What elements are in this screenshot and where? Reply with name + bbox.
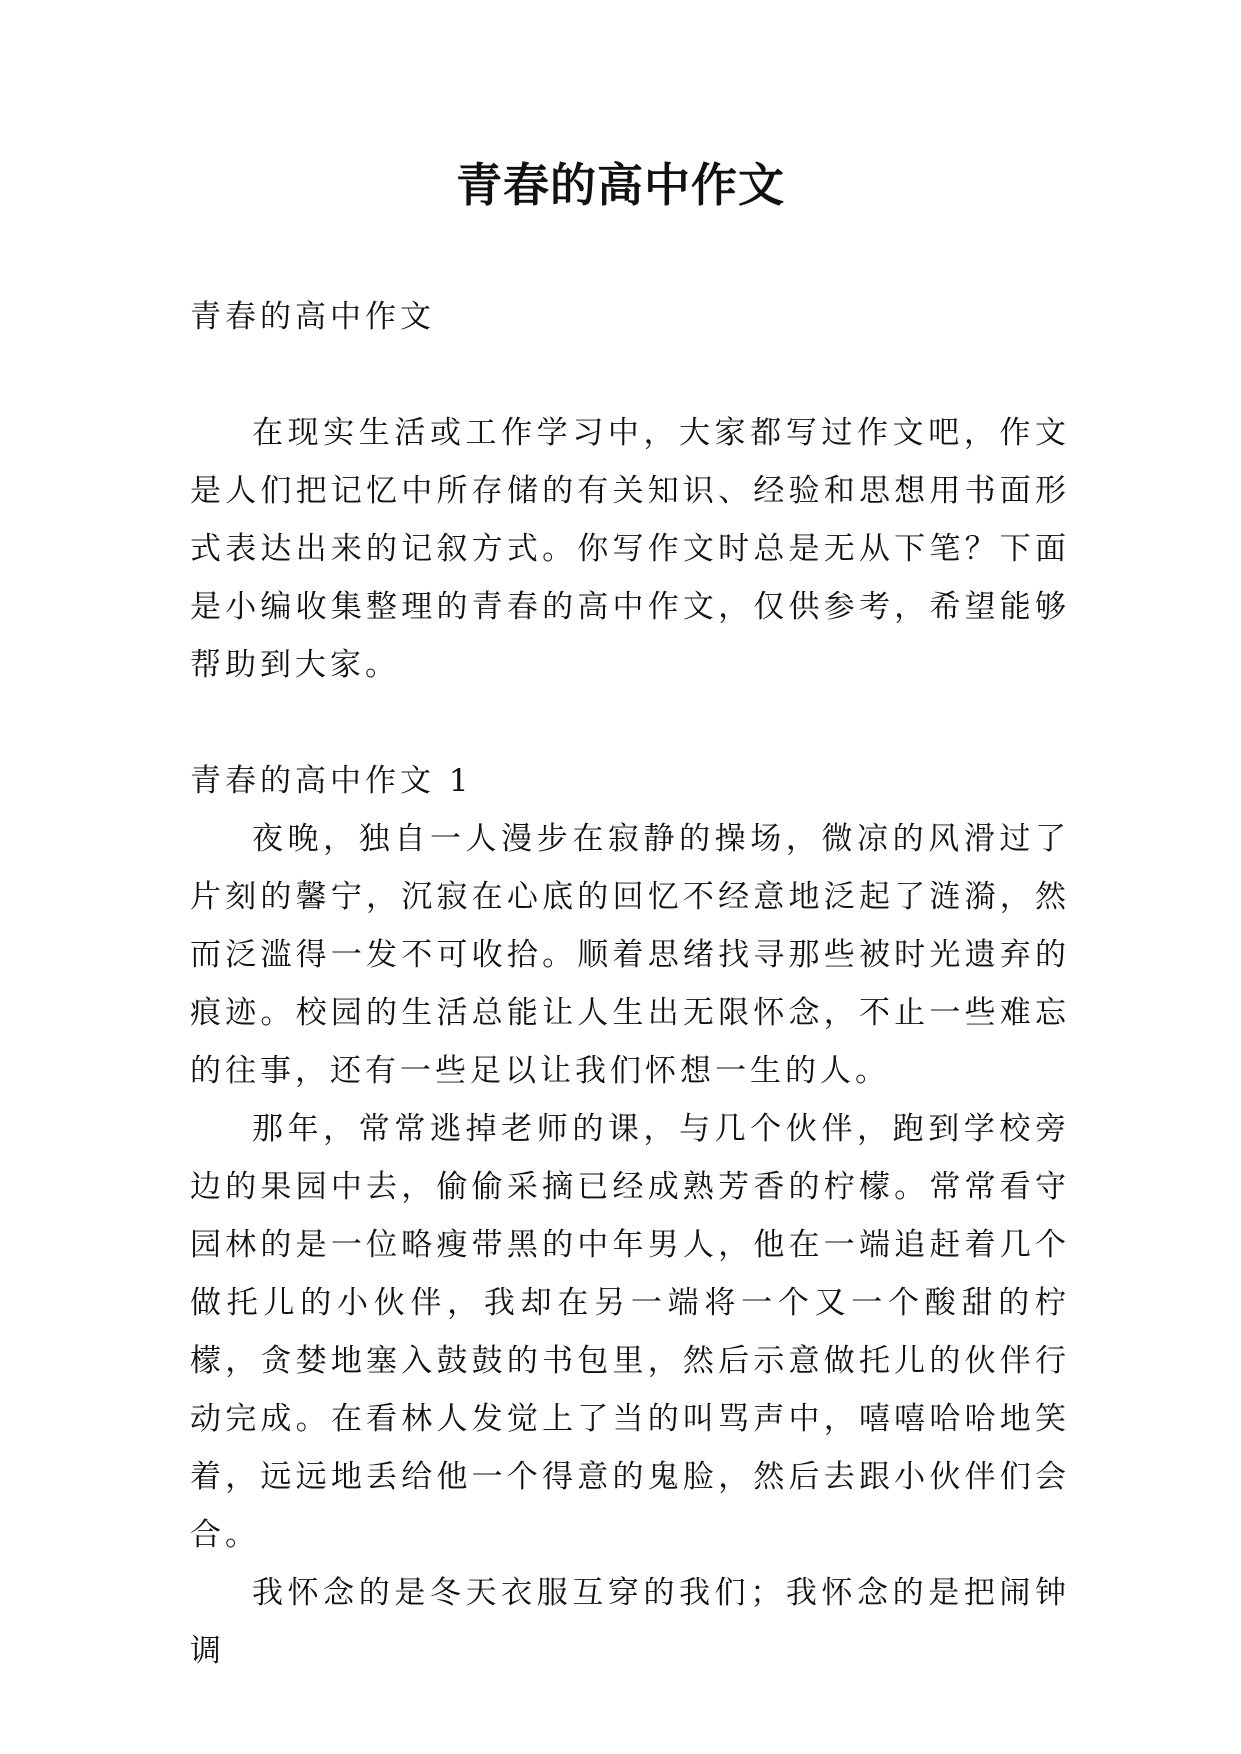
- body-paragraph: 那年，常常逃掉老师的课，与几个伙伴，跑到学校旁边的果园中去，偷偷采摘已经成熟芳香的柠檬。常常看守园林的是一位略瘦带黑的中年男人，他在一端追赶着几个做托儿的小伙伴，我却在另一端将一个又一个酸甜的柠檬，贪婪地塞入鼓鼓的书包里，然后示意做托儿的伙伴行动完成。在看林人发觉上了当的叫骂声中，嘻嘻哈哈地笑着，远远地丢给他一个得意的鬼脸，然后去跟小伙伴们会合。: [190, 1111, 1070, 1553]
- body-paragraph: 夜晚，独自一人漫步在寂静的操场，微凉的风滑过了片刻的馨宁，沉寂在心底的回忆不经意地泛起了涟漪，然而泛滥得一发不可收拾。顺着思绪找寻那些被时光遗弃的痕迹。校园的生活总能让人生出无限怀念，不止一些难忘的往事，还有一些足以让我们怀想一生的人。: [190, 821, 1070, 1089]
- spacer: [190, 346, 1070, 404]
- spacer: [190, 694, 1070, 752]
- document-title: 青春的高中作文: [456, 158, 785, 212]
- document-subtitle: 青春的高中作文: [190, 299, 435, 335]
- document-body: [190, 288, 1070, 1680]
- section-heading: 青春的高中作文 1: [190, 763, 473, 799]
- intro-paragraph: 在现实生活或工作学习中，大家都写过作文吧，作文是人们把记忆中所存储的有关知识、经验和思想用书面形式表达出来的记叙方式。你写作文时总是无从下笔？下面是小编收集整理的青春的高中作文，仅供参考，希望能够帮助到大家。: [190, 415, 1070, 683]
- body-paragraph: 我怀念的是冬天衣服互穿的我们；我怀念的是把闹钟调: [190, 1575, 1070, 1669]
